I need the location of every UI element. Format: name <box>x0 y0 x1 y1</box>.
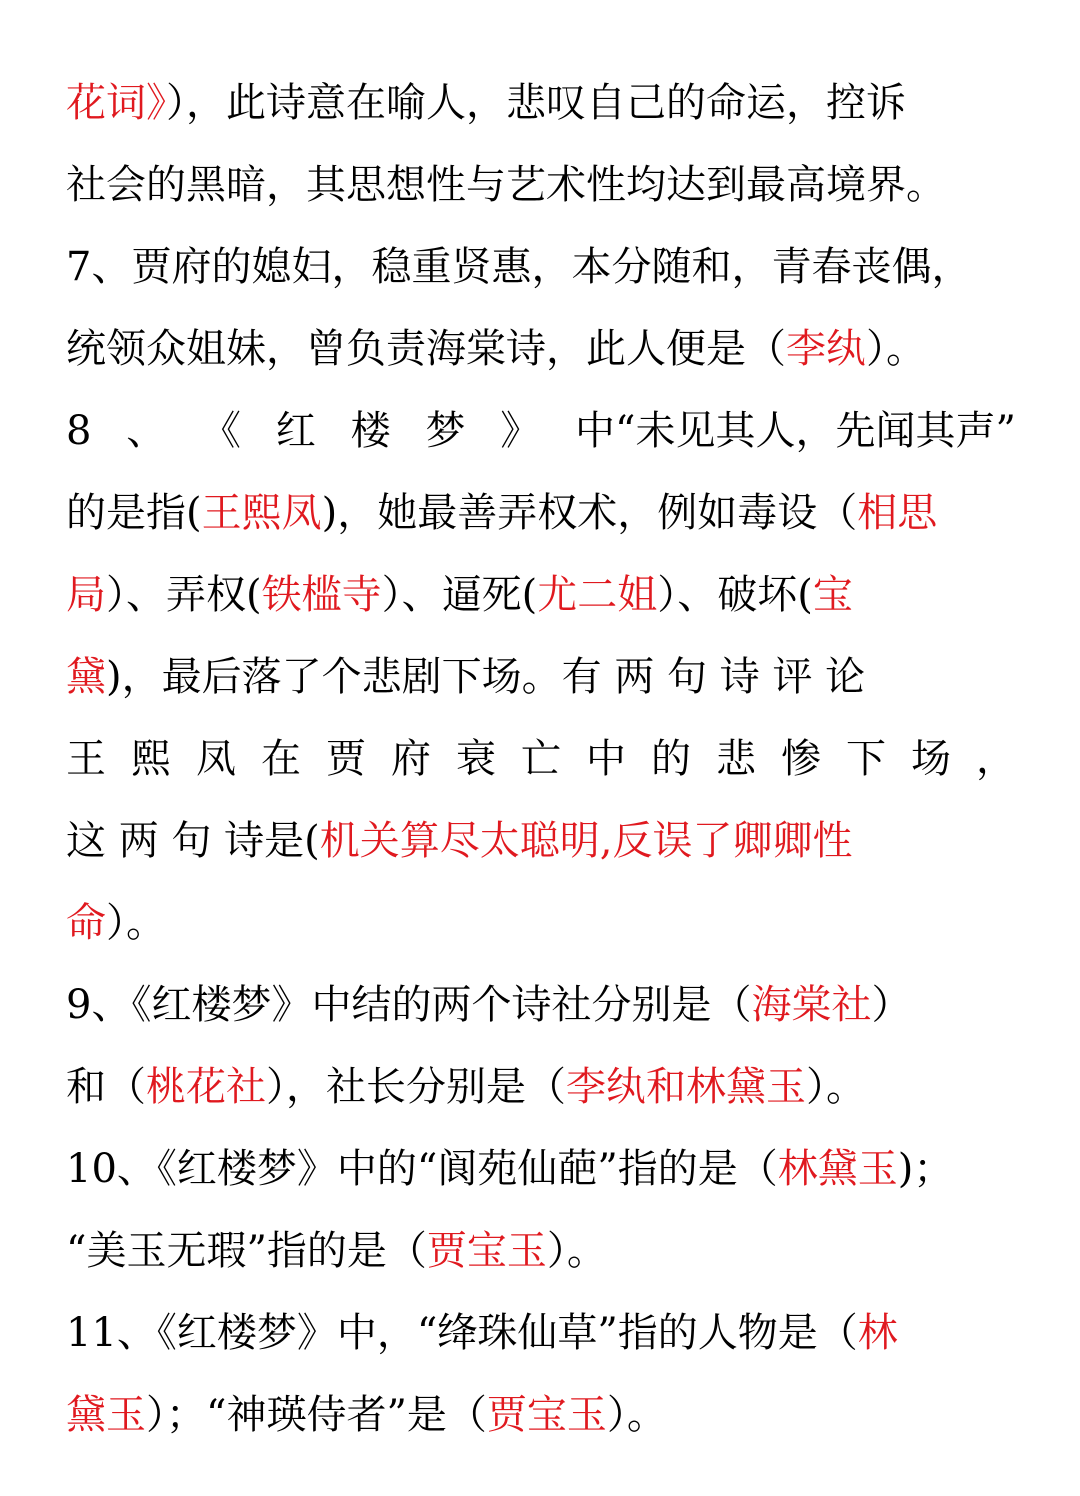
question-text: 楼 <box>350 408 391 454</box>
text-line <box>66 73 1016 133</box>
question-text: ），社长分别是（ <box>266 1064 566 1110</box>
text-line <box>66 401 1016 461</box>
question-text: ）、逼死( <box>381 572 538 618</box>
question-text: ）。 <box>606 1392 667 1438</box>
question-text: 的 <box>651 736 691 782</box>
text-line <box>66 1385 1016 1445</box>
question-text: ） <box>871 982 912 1028</box>
question-text: 7、贾府的媳妇，稳重贤惠，本分随和，青春丧偶， <box>66 244 972 290</box>
text-line <box>66 811 1016 871</box>
question-text: 社会的黑暗，其思想性与艺术性均达到最高境界。 <box>66 162 946 208</box>
text-line <box>66 975 1016 1035</box>
text-line <box>66 647 1016 707</box>
question-text: )，她最善弄权术，例如毒设（ <box>321 490 858 536</box>
question-text: 熙 <box>131 736 171 782</box>
question-text: ）、破坏( <box>657 572 813 618</box>
answer-text: 海棠社 <box>751 982 872 1028</box>
question-text: ）。 <box>806 1064 866 1110</box>
question-text: 、 <box>126 408 167 454</box>
question-text: 场 <box>911 736 951 782</box>
question-text: 8 <box>66 408 92 454</box>
answer-text: 局 <box>66 572 106 618</box>
answer-text: 命 <box>66 900 106 946</box>
answer-text: 李纨 <box>786 326 866 372</box>
question-text: 红 <box>275 408 316 454</box>
answer-text: 相思 <box>857 490 938 536</box>
question-text: 亡 <box>521 736 561 782</box>
answer-text: 机关算尽太聪明,反误了卿卿性 <box>319 818 853 864</box>
answer-text: 李纨和林黛玉 <box>566 1064 806 1110</box>
text-line <box>66 483 1016 543</box>
text-line <box>66 893 1016 953</box>
question-text: ），此诗意在喻人，悲叹自己的命运，控诉 <box>166 80 906 126</box>
question-text: 衰 <box>456 736 496 782</box>
question-text: 在 <box>261 736 301 782</box>
question-text: 11、《红楼梦》中，“绛珠仙草”指的人物是（ <box>66 1310 858 1356</box>
answer-text: 宝 <box>812 572 853 618</box>
answer-text: 贾宝玉 <box>426 1228 547 1274</box>
question-text: ）。 <box>866 326 926 372</box>
text-line <box>66 319 1016 379</box>
question-text: ）。 <box>106 900 166 946</box>
question-text: 中“未见其人，先闻其声” <box>575 408 1016 454</box>
question-text: 这 两 句 诗是( <box>66 818 320 864</box>
question-text: 府 <box>391 736 431 782</box>
text-line <box>66 1057 1016 1117</box>
text-line <box>66 155 1016 215</box>
question-text: 中 <box>586 736 626 782</box>
text-line <box>66 1221 1016 1281</box>
answer-text: 花词》 <box>66 80 166 126</box>
answer-text: 桃花社 <box>146 1064 266 1110</box>
question-text: )，最后落了个悲剧下场。有 两 句 诗 评 论 <box>106 654 866 700</box>
answer-text: 铁槛寺 <box>261 572 382 618</box>
question-text: 10、《红楼梦》中的“阆苑仙葩”指的是（ <box>66 1146 778 1192</box>
text-line <box>66 237 1016 297</box>
answer-text: 贾宝玉 <box>486 1392 607 1438</box>
answer-text: 王熙凤 <box>201 490 322 536</box>
question-text: 悲 <box>716 736 756 782</box>
question-text: 》 <box>500 408 541 454</box>
question-text: 《 <box>201 408 242 454</box>
question-text: ）、弄权( <box>106 572 262 618</box>
answer-text: 尤二姐 <box>537 572 658 618</box>
question-text: 统领众姐妹，曾负责海棠诗，此人便是（ <box>66 326 786 372</box>
question-text: ， <box>976 736 1016 782</box>
question-text: )； <box>897 1146 954 1192</box>
text-line <box>66 729 1016 789</box>
question-text: 和（ <box>66 1064 146 1110</box>
text-line <box>66 1303 1016 1363</box>
question-text: “美玉无瑕”指的是（ <box>66 1228 427 1274</box>
question-text: 9、《红楼梦》中结的两个诗社分别是（ <box>66 982 752 1028</box>
answer-text: 黛玉 <box>66 1392 146 1438</box>
question-text: 下 <box>846 736 886 782</box>
question-text: ）。 <box>546 1228 607 1274</box>
question-text: 梦 <box>425 408 466 454</box>
answer-text: 林 <box>857 1310 898 1356</box>
question-text: 王 <box>66 736 106 782</box>
question-text: 惨 <box>781 736 821 782</box>
answer-text: 黛 <box>66 654 106 700</box>
text-line <box>66 565 1016 625</box>
question-text: 贾 <box>326 736 366 782</box>
answer-text: 林黛玉 <box>777 1146 898 1192</box>
question-text: 凤 <box>196 736 236 782</box>
text-line <box>66 1139 1016 1199</box>
question-text: ）；“神瑛侍者”是（ <box>146 1392 487 1438</box>
question-text: 的是指( <box>66 490 202 536</box>
